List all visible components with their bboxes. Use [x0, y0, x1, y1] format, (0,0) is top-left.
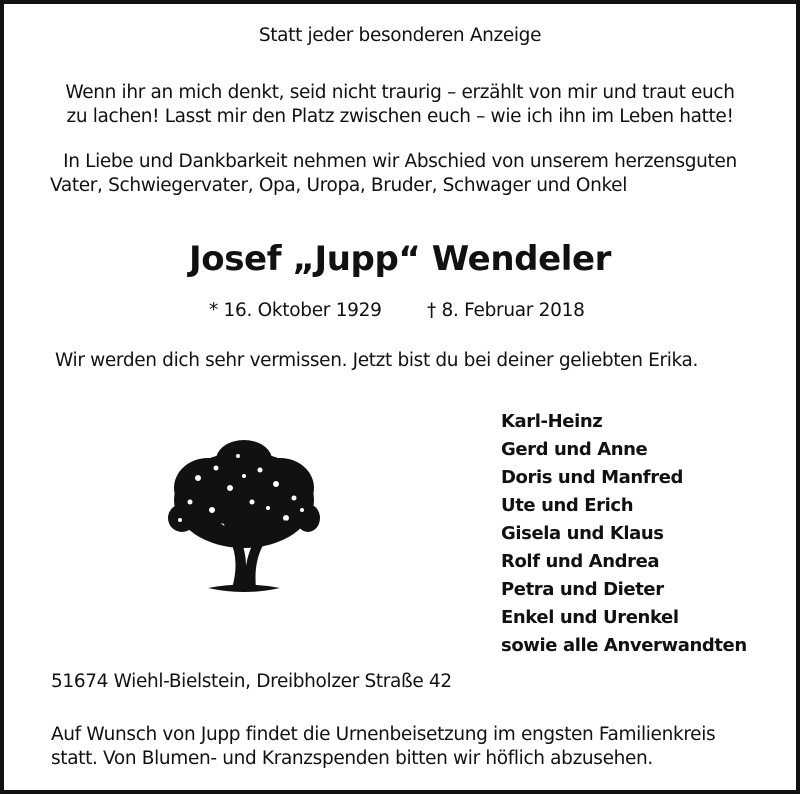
mourners-list	[501, 408, 747, 660]
closing-line-1: Auf Wunsch von Jupp findet die Urnenbeisetzung im engsten Familienkreis	[51, 724, 716, 745]
farewell-line-1: In Liebe und Dankbarkeit nehmen wir Abschied von unserem herzensguten	[63, 151, 737, 172]
mourner-item: sowie alle Anverwandten	[501, 635, 747, 656]
death-date: † 8. Februar 2018	[427, 300, 585, 321]
notice-header: Statt jeder besonderen Anzeige	[258, 25, 542, 46]
mourner-item: Doris und Manfred	[501, 467, 683, 488]
address: 51674 Wiehl-Bielstein, Dreibholzer Straße 42	[51, 671, 452, 692]
tree-icon	[168, 438, 320, 598]
mourner-item: Enkel und Urenkel	[501, 607, 679, 628]
mourner-item: Gerd und Anne	[501, 439, 648, 460]
farewell-line-2: Vater, Schwiegervater, Opa, Uropa, Bruder, Schwager und Onkel	[50, 175, 627, 196]
mourner-item: Gisela und Klaus	[501, 523, 664, 544]
mourner-item: Karl-Heinz	[501, 411, 603, 432]
verse-line-2: zu lachen! Lasst mir den Platz zwischen euch – wie ich ihn im Leben hatte!	[66, 106, 734, 127]
deceased-name: Josef „Jupp“ Wendeler	[188, 239, 612, 279]
farewell-message: Wir werden dich sehr vermissen. Jetzt bist du bei deiner geliebten Erika.	[55, 350, 699, 371]
birth-date: * 16. Oktober 1929	[209, 300, 382, 321]
mourner-item: Petra und Dieter	[501, 579, 664, 600]
closing-line-2: statt. Von Blumen- und Kranzspenden bitten wir höflich abzusehen.	[51, 748, 653, 769]
mourner-item: Ute und Erich	[501, 495, 634, 516]
mourner-item: Rolf und Andrea	[501, 551, 660, 572]
verse-line-1: Wenn ihr an mich denkt, seid nicht traurig – erzählt von mir und traut euch	[65, 82, 735, 103]
